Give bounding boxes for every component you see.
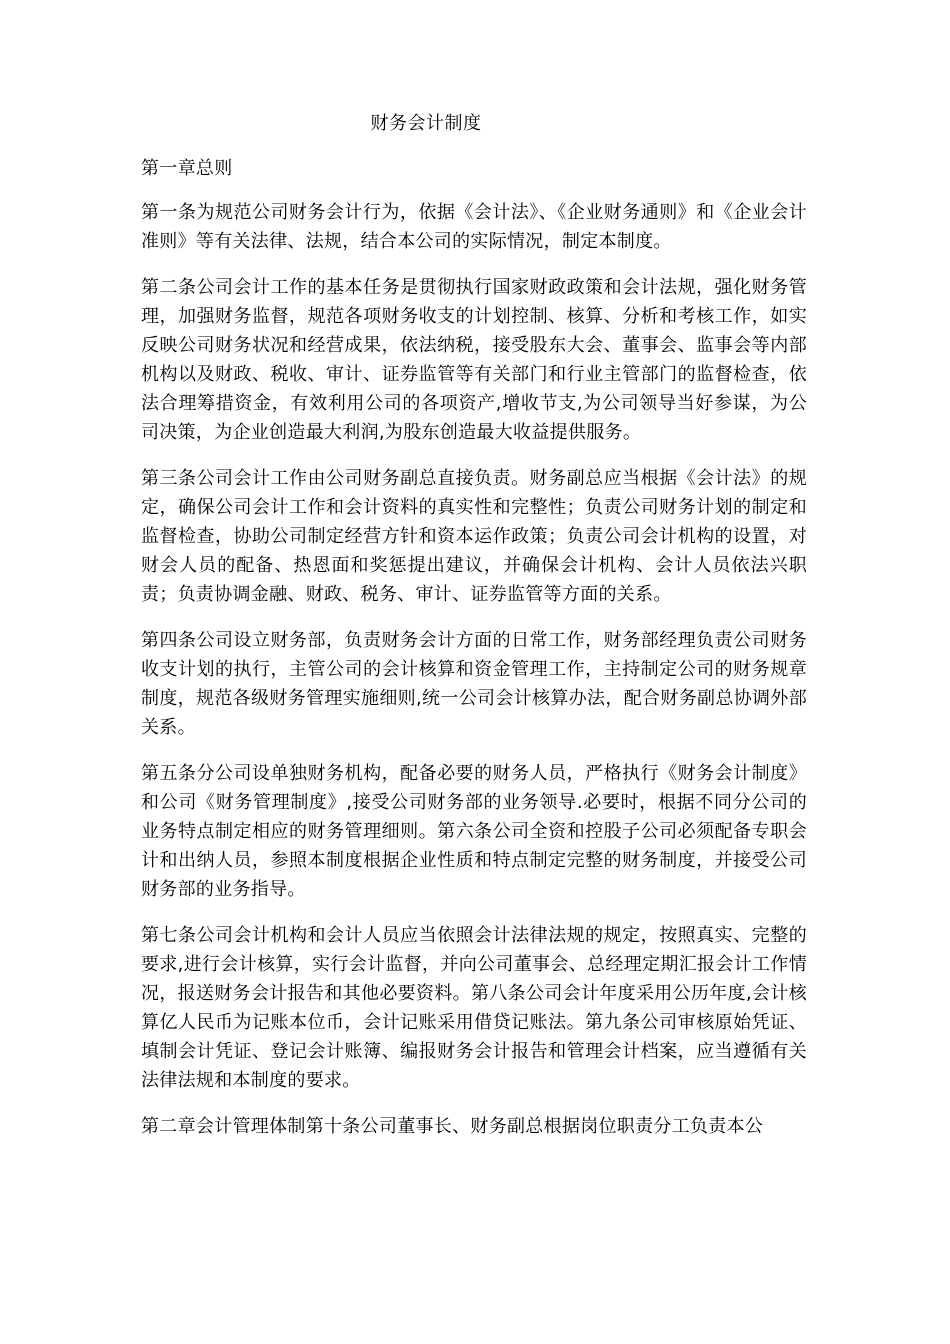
paragraph-article-4: 第四条公司设立财务部，负责财务会计方面的日常工作，财务部经理负责公司财务收支计划的执行，主管公司的会计核算和资金管理工作，主持制定公司的财务规章制度，规范各级财务管理实施细则,统一公司会计核算办法，配合财务副总协调外部关系。	[141, 630, 807, 738]
chapter-heading: 第一章总则	[141, 158, 233, 179]
paragraph-article-7-9: 第七条公司会计机构和会计人员应当依照会计法律法规的规定，按照真实、完整的要求,进行会计核算，实行会计监督，并向公司董事会、总经理定期汇报会计工作情况，报送财务会计报告和其他必要资料。第八条公司会计年度采用公历年度,会计核算亿人民币为记账本位币，会计记账采用借贷记账法。第九条公司审核原始凭证、填制会计凭证、登记会计账簿、编报财务会计报告和管理会计档案，应当遵循有关法律法规和本制度的要求。	[141, 925, 807, 1091]
paragraph-article-3: 第三条公司会计工作由公司财务副总直接负责。财务副总应当根据《会计法》的规定，确保公司会计工作和会计资料的真实性和完整性；负责公司财务计划的制定和监督检查，协助公司制定经营方针和资本运作政策；负责公司会计机构的设置，对财会人员的配备、热恩面和奖惩提出建议，并确保会计机构、会计人员依法兴职责；负责协调金融、财政、税务、审计、证券监管等方面的关系。	[141, 468, 807, 605]
paragraph-chapter-2-start: 第二章会计管理体制第十条公司董事长、财务副总根据岗位职责分工负责本公	[141, 1116, 764, 1137]
paragraph-article-5-6: 第五条分公司设单独财务机构，配备必要的财务人员，严格执行《财务会计制度》和公司《财务管理制度》,接受公司财务部的业务领导.必要时，根据不同分公司的业务特点制定相应的财务管理细则。第六条公司全资和控股子公司必须配备专职会计和出纳人员，参照本制度根据企业性质和特点制定完整的财务制度，并接受公司财务部的业务指导。	[141, 763, 807, 900]
document-title: 财务会计制度	[370, 113, 482, 134]
paragraph-article-2: 第二条公司会计工作的基本任务是贯彻执行国家财政政策和会计法规，强化财务管理，加强财务监督，规范各项财务收支的计划控制、核算、分析和考核工作，如实反映公司财务状况和经营成果，依法纳税，接受股东大会、董事会、监事会等内部机构以及财政、税收、审计、证券监管等有关部门和行业主管部门的监督检查，依法合理筹措资金，有效利用公司的各项资产,增收节支,为公司领导当好参谋，为公司决策，为企业创造最大利润,为股东创造最大收益提供服务。	[141, 277, 807, 443]
paragraph-article-1: 第一条为规范公司财务会计行为，依据《会计法》、《企业财务通则》和《企业会计准则》等有关法律、法规，结合本公司的实际情况，制定本制度。	[141, 202, 807, 252]
document-body	[141, 154, 807, 1158]
